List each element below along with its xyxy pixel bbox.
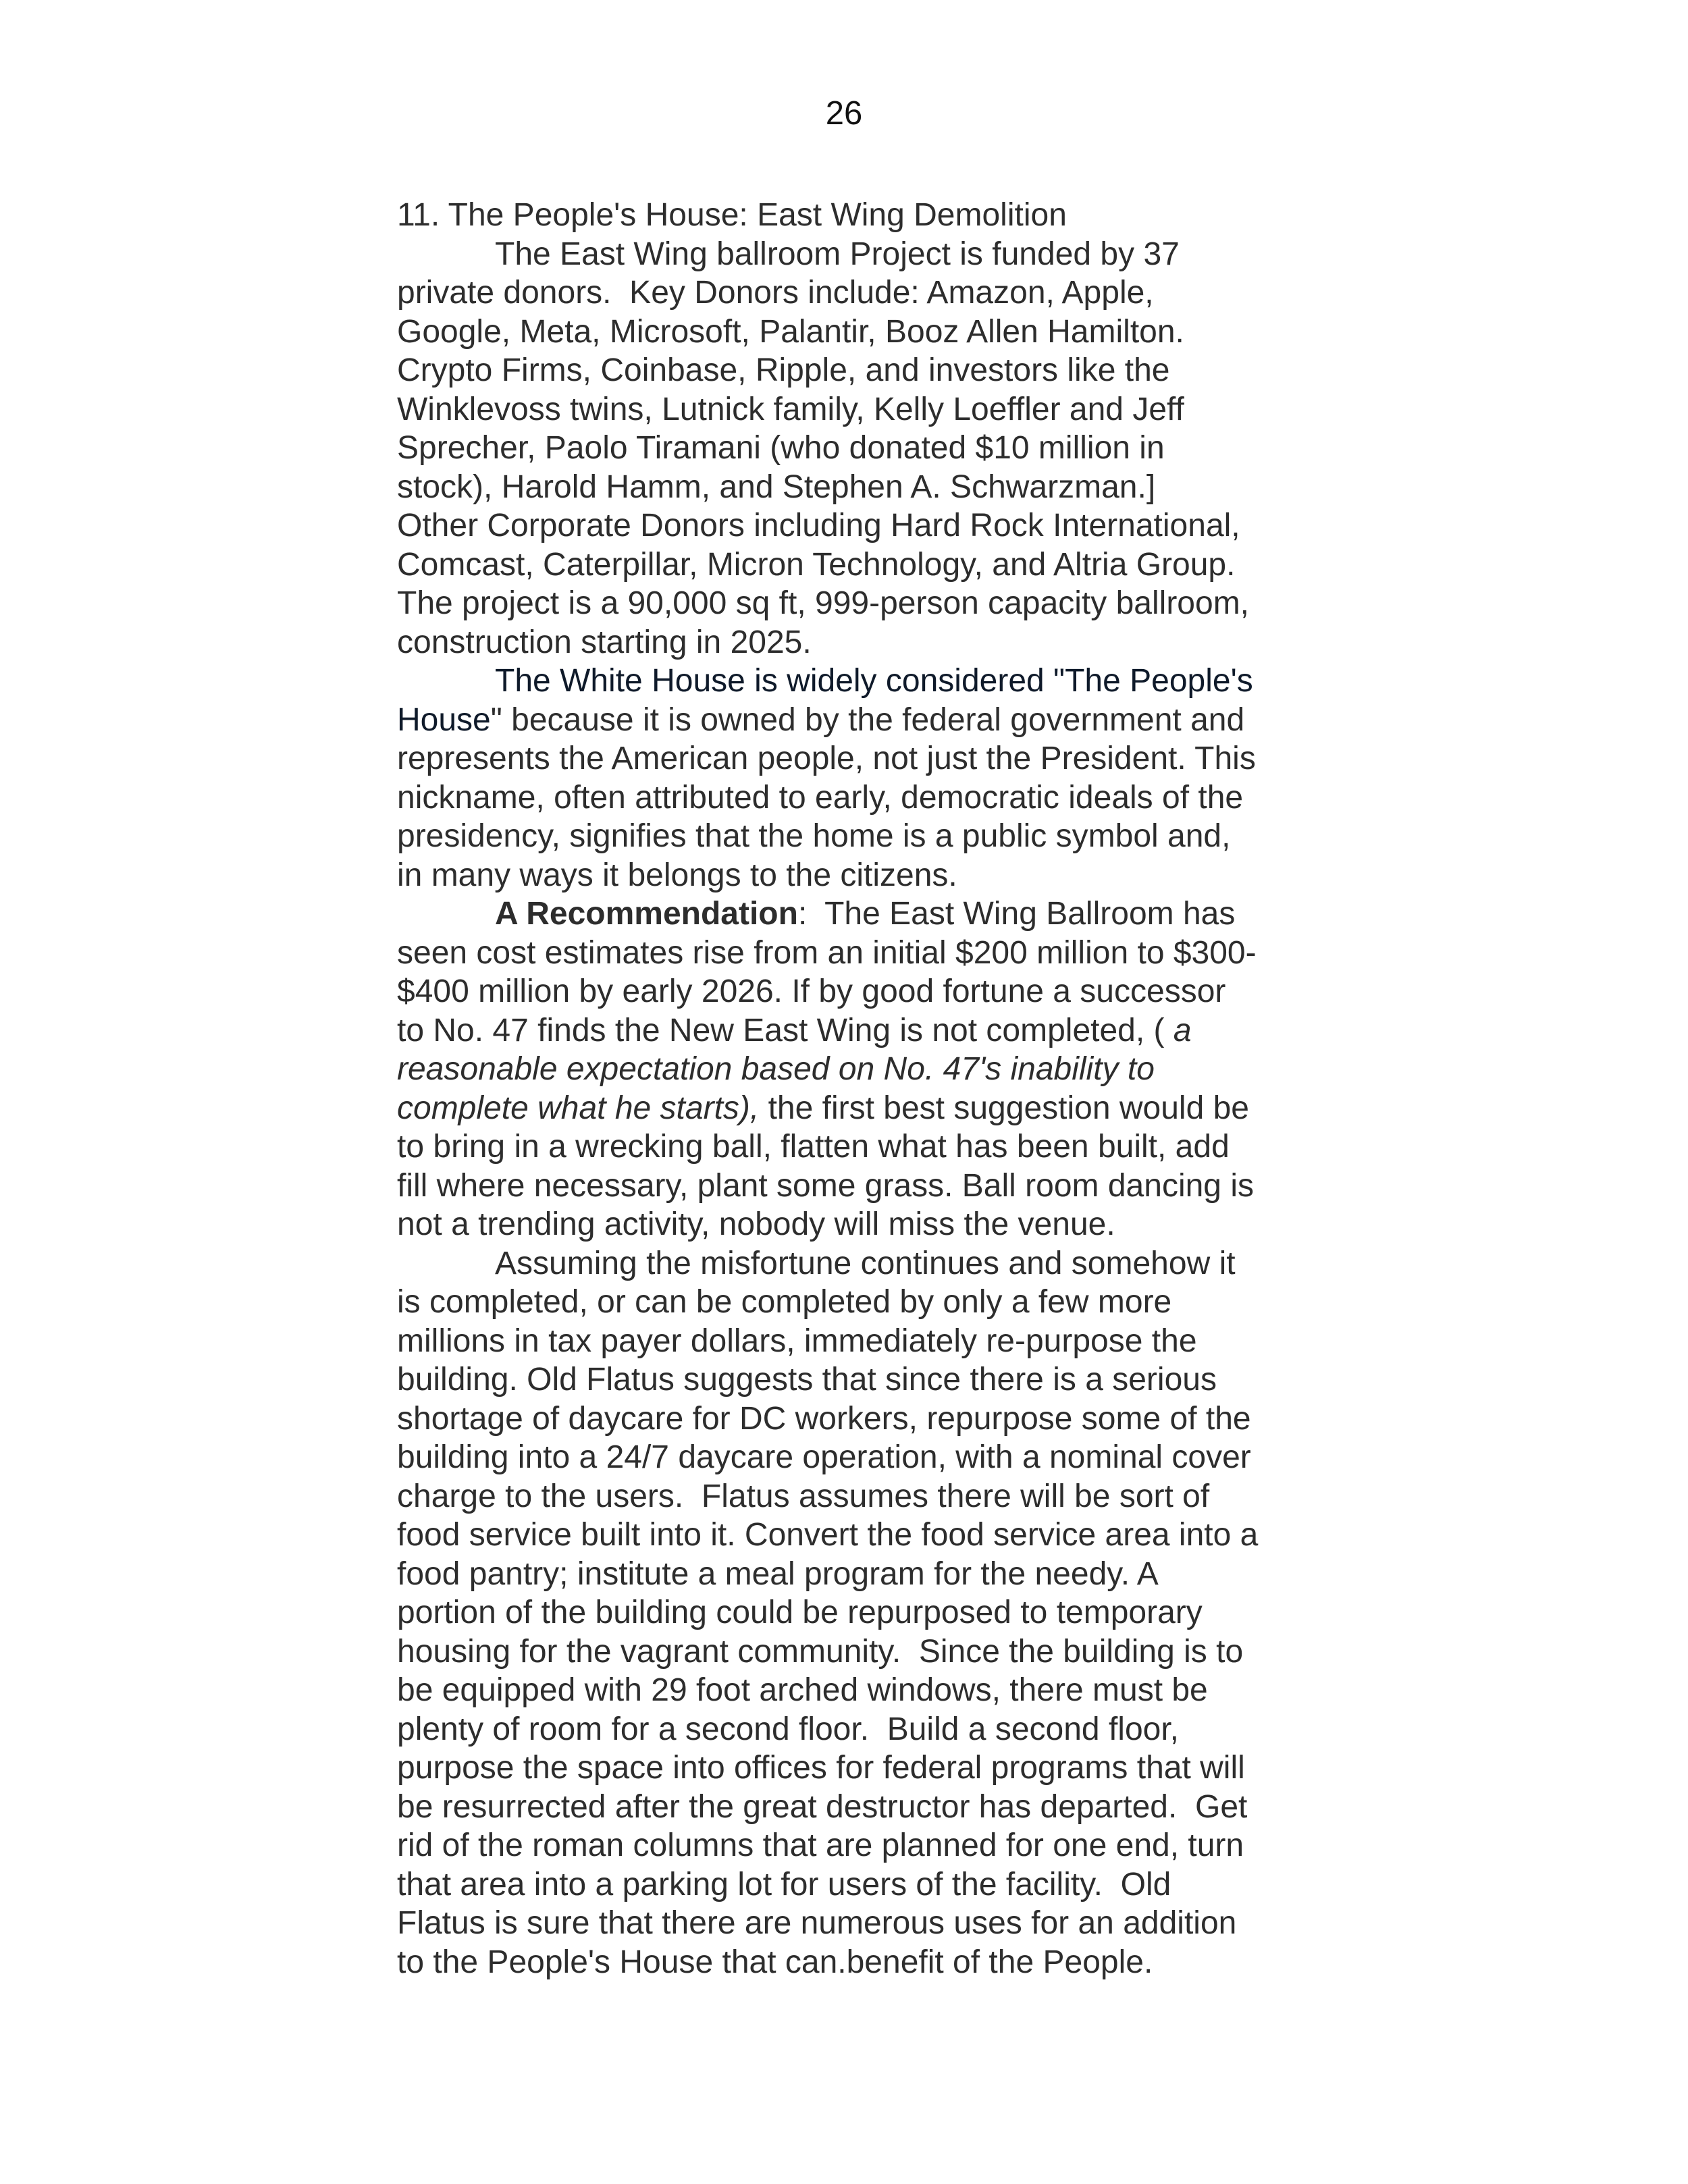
paragraph-line: Google, Meta, Microsoft, Palantir, Booz Allen Hamilton. xyxy=(397,313,1184,350)
paragraph-line: be equipped with 29 foot arched windows, there must be xyxy=(397,1672,1208,1708)
paragraph-line xyxy=(397,701,1295,740)
paragraph-line: Winklevoss twins, Lutnick family, Kelly Loeffler and Jeff xyxy=(397,391,1184,427)
paragraph-text: " because it is owned by the federal government and xyxy=(490,701,1245,738)
paragraph-text: : The East Wing Ballroom has xyxy=(797,896,1236,932)
paragraph-line: building into a 24/7 daycare operation, with a nominal cover xyxy=(397,1439,1251,1475)
paragraph-line: Comcast, Caterpillar, Micron Technology, and Altria Group. xyxy=(397,546,1236,583)
paragraph-line: be resurrected after the great destructor has departed. Get xyxy=(397,1788,1248,1825)
paragraph-line: Sprecher, Paolo Tiramani (who donated $10 million in xyxy=(397,430,1165,466)
paragraph-line: not a trending activity, nobody will miss the venue. xyxy=(397,1206,1115,1242)
italic-text: complete what he starts), xyxy=(397,1090,760,1126)
paragraph-line: seen cost estimates rise from an initial $200 million to $300- xyxy=(397,934,1257,971)
paragraph-line: Assuming the misfortune continues and somehow it xyxy=(495,1245,1236,1281)
recommendation-paragraph xyxy=(397,895,1295,1244)
document-body xyxy=(397,196,1295,1981)
recommendation-label: A Recommendation xyxy=(495,896,798,932)
paragraph-line: The East Wing ballroom Project is funded by 37 xyxy=(495,236,1180,272)
paragraph-line: charge to the users. Flatus assumes there will be sort of xyxy=(397,1478,1210,1514)
paragraph-line: that area into a parking lot for users of the facility. Old xyxy=(397,1866,1171,1902)
page-number: 26 xyxy=(825,95,863,132)
paragraph-line: food pantry; institute a meal program for the needy. A xyxy=(397,1555,1159,1592)
paragraph-line: in many ways it belongs to the citizens. xyxy=(397,857,957,893)
paragraph-line xyxy=(397,1050,1295,1089)
paragraph-line: fill where necessary, plant some grass. Ball room dancing is xyxy=(397,1167,1254,1204)
repurpose-paragraph xyxy=(397,1244,1295,1982)
paragraph-line: millions in tax payer dollars, immediately re-purpose the xyxy=(397,1323,1197,1359)
peoples-house-paragraph xyxy=(397,662,1295,895)
paragraph-text: to No. 47 finds the New East Wing is not completed, ( xyxy=(397,1012,1165,1048)
paragraph-line: shortage of daycare for DC workers, repurpose some of the xyxy=(397,1400,1251,1437)
section-heading: 11. The People's House: East Wing Demolition xyxy=(397,197,1067,233)
paragraph-line: food service built into it. Convert the food service area into a xyxy=(397,1517,1259,1553)
paragraph-line: housing for the vagrant community. Since the building is to xyxy=(397,1633,1244,1670)
paragraph-line: to bring in a wrecking ball, flatten what has been built, add xyxy=(397,1129,1230,1165)
paragraph-line: purpose the space into offices for federal programs that will xyxy=(397,1750,1245,1786)
paragraph-line: Other Corporate Donors including Hard Rock International, xyxy=(397,508,1240,543)
paragraph-line: building. Old Flatus suggests that since there is a serious xyxy=(397,1362,1217,1397)
paragraph-line: The project is a 90,000 sq ft, 999-person capacity ballroom, xyxy=(397,585,1250,621)
paragraph-line xyxy=(397,895,1295,934)
paragraph-line: is completed, or can be completed by only a few more xyxy=(397,1284,1172,1320)
paragraph-line: Crypto Firms, Coinbase, Ripple, and investors like the xyxy=(397,352,1170,388)
highlight-text: House xyxy=(397,701,491,738)
paragraph-line: The White House is widely considered "The People's xyxy=(495,663,1253,699)
italic-text: a xyxy=(1164,1012,1192,1048)
paragraph-line: Flatus is sure that there are numerous uses for an addition xyxy=(397,1905,1237,1941)
paragraph-line: portion of the building could be repurposed to temporary xyxy=(397,1595,1203,1630)
paragraph-line: presidency, signifies that the home is a public symbol and, xyxy=(397,818,1231,854)
paragraph-line: stock), Harold Hamm, and Stephen A. Schwarzman.] xyxy=(397,469,1156,505)
paragraph-line: rid of the roman columns that are planned for one end, turn xyxy=(397,1828,1244,1863)
paragraph-line xyxy=(397,1089,1295,1128)
paragraph-line: plenty of room for a second floor. Build a second floor, xyxy=(397,1711,1179,1747)
paragraph-line: $400 million by early 2026. If by good fortune a successor xyxy=(397,974,1226,1009)
italic-text: reasonable expectation based on No. 47's inability to xyxy=(397,1051,1155,1087)
paragraph-line: to the People's House that can.benefit of the People. xyxy=(397,1944,1153,1980)
paragraph-line: construction starting in 2025. xyxy=(397,624,812,660)
paragraph-line: nickname, often attributed to early, democratic ideals of the xyxy=(397,779,1244,816)
donors-paragraph xyxy=(397,235,1295,662)
paragraph-line xyxy=(397,1011,1295,1050)
paragraph-line: private donors. Key Donors include: Amazon, Apple, xyxy=(397,275,1154,311)
paragraph-text: the first best suggestion would be xyxy=(759,1090,1249,1126)
paragraph-line: represents the American people, not just the President. This xyxy=(397,741,1256,776)
